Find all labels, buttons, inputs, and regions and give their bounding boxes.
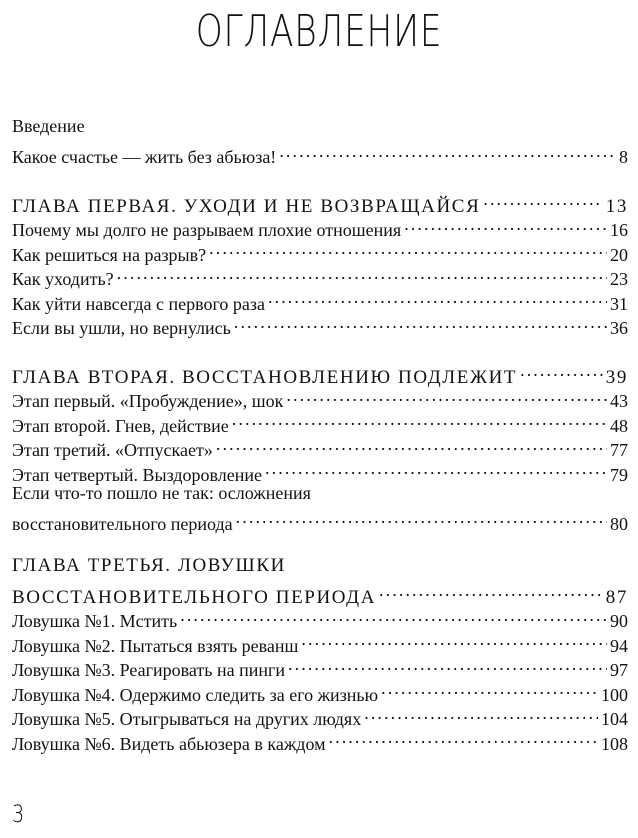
toc-entry-page: 43 [610,391,628,411]
toc-entry-text: Ловушка №5. Отыгрываться на других людях [12,709,362,729]
toc-entry-text: Ловушка №1. Мстить [12,611,178,631]
dot-leader [209,236,607,261]
dot-leader [236,505,607,530]
chapter-heading-text: ГЛАВА ВТОРАЯ. ВОССТАНОВЛЕНИЮ ПОДЛЕЖИТ [12,366,518,388]
dot-leader [216,432,607,457]
toc-entry-text: Ловушка №2. Пытаться взять реванш [12,635,299,656]
dot-leader [379,578,603,603]
chapter-heading[interactable] [12,358,628,388]
toc-entry-text: Ловушка №3. Реагировать на пинги [12,660,286,680]
toc-entry-text: Если вы ушли, но вернулись [12,318,231,338]
toc-entry-text: Как решиться на разрыв? [12,244,207,265]
toc-entry-page: 36 [610,318,628,338]
dot-leader [117,261,607,286]
toc-entry-text: Ловушка №4. Одержимо следить за его жизнью [12,684,379,705]
toc-entry-text: Если что-то пошло не так: осложнения [12,482,311,503]
dot-leader [180,603,607,628]
dot-leader [404,212,607,237]
chapter-heading-text: ГЛАВА ПЕРВАЯ. УХОДИ И НЕ ВОЗВРАЩАЙСЯ [12,195,481,217]
toc-entry-page: 80 [610,513,628,534]
intro-label-row [12,114,628,139]
toc-entry-page: 94 [610,635,628,656]
dot-leader [520,358,603,383]
toc-entry-page: 23 [610,269,628,289]
toc-entry-text: Как уходить? [12,269,114,289]
dot-leader [381,676,598,701]
chapter-heading-page: 13 [605,195,628,217]
toc-entry-text: Почему мы долго не разрываем плохие отношения [12,220,402,240]
chapter-heading-page: 87 [605,586,628,608]
toc-entry-text: Этап первый. «Пробуждение», шок [12,391,284,411]
table-of-contents [12,114,628,754]
toc-entry-page: 48 [610,415,628,436]
toc-entry-text: Этап второй. Гнев, действие [12,415,229,436]
dot-leader [483,187,602,212]
toc-entry-page: 16 [610,220,628,240]
chapter-heading[interactable] [12,187,628,217]
toc-entry-page: 79 [610,464,628,485]
dot-leader [279,139,616,164]
dot-leader [265,456,607,481]
intro-label: Введение [12,116,85,136]
toc-entry-page: 8 [619,147,628,167]
toc-entry-page: 20 [610,244,628,265]
toc-entry-page: 77 [610,440,628,460]
toc-entry[interactable] [12,505,628,534]
toc-entry-text: Какое счастье — жить без абьюза! [12,147,277,167]
toc-entry-page: 100 [601,684,628,705]
dot-leader [286,383,607,408]
dot-leader [301,627,607,652]
dot-leader [364,701,598,726]
toc-entry-text: Этап третий. «Отпускает» [12,440,213,460]
toc-entry-text: Как уйти навсегда с первого раза [12,293,265,314]
toc-entry-page: 90 [610,611,628,631]
toc-entry[interactable] [12,139,628,167]
toc-entry-page: 108 [601,733,628,754]
chapter-heading[interactable] [12,578,628,608]
toc-entry-page: 104 [601,709,628,729]
toc-entry-text: Этап четвертый. Выздоровление [12,464,263,485]
toc-entry-text: Ловушка №6. Видеть абьюзера в каждом [12,733,326,754]
dot-leader [288,652,607,677]
dot-leader [329,725,599,750]
dot-leader [234,310,607,335]
page-title: ОГЛАВЛЕНИЕ [195,6,443,57]
dot-leader [268,285,607,310]
chapter-heading-page: 39 [605,366,628,388]
page-number: 3 [12,800,25,828]
chapter-heading-text: ГЛАВА ТРЕТЬЯ. ЛОВУШКИ [12,554,286,576]
toc-entry-page: 97 [610,660,628,680]
toc-entry-text: восстановительного периода [12,513,233,534]
toc-entry-line1[interactable] [12,481,628,506]
chapter-heading-text: ВОССТАНОВИТЕЛЬНОГО ПЕРИОДА [12,586,377,608]
toc-entry-page: 31 [610,293,628,314]
chapter-heading-line1[interactable] [12,554,628,579]
dot-leader [232,407,607,432]
